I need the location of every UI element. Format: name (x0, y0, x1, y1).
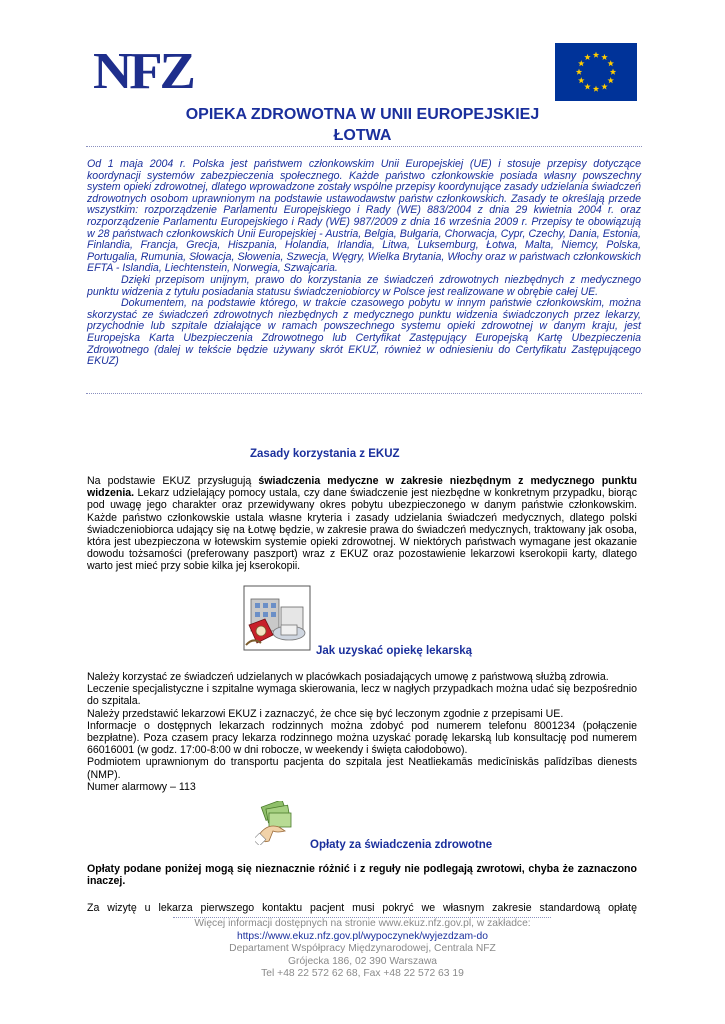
intro-text (87, 159, 641, 368)
care-line-5: Podmiotem uprawnionym do transportu pacjenta do szpitala jest Neatliekamās medicīniskās palīdzības dienests (NMP). (87, 756, 637, 781)
footer (150, 918, 575, 981)
title-divider (86, 146, 642, 147)
rules-text-bold: świadczenia medyczne w zakresie niezbędnym z medycznego punktu widzenia. (87, 475, 638, 500)
section-ekuz-rules-text (87, 475, 637, 573)
intro-paragraph-1: Od 1 maja 2004 r. Polska jest państwem członkowskim Unii Europejskiej (UE) i stosuje przepisy dotyczące koordynacji systemów zabezpieczenia społecznego. Każde państwo członkowskie posiada własny powszechny system opieki zdrowotnej, dlatego wprowadzone zostały wspólne przepisy koordynujące zasady udzielania świadczeń zdrowotnych osobom uprawnionym na podstawie ustawodawstw państw członkowskich. Zasady te określają przede wszystkim: rozporządzenie Parlamentu Europejskiego i Rady (WE) 883/2004 z dnia 29 kwietnia 2004 r. oraz rozporządzenie Parlamentu Europejskiego i Rady (WE) 987/2009 z dnia 16 września 2009 r. Przepisy te obowiązują w 28 państwach członkowskich Unii Europejskiej - Austria, Belgia, Bułgaria, Chorwacja, Cypr, Czechy, Dania, Estonia, Finlandia, Francja, Grecja, Hiszpania, Holandia, Irlandia, Litwa, Luksemburg, Łotwa, Malta, Niemcy, Polska, Portugalia, Rumunia, Słowacja, Słowenia, Szwecja, Węgry, Wielka Brytania, Włochy oraz w państwach członkowskich EFTA - Islandia, Liechtenstein, Norwegia, Szwajcaria. (87, 158, 641, 275)
footer-address: Grójecka 186, 02 390 Warszawa (288, 955, 437, 967)
section-heading-ekuz-rules: Zasady korzystania z EKUZ (250, 448, 400, 460)
fees-text-truncated: Za wizytę u lekarza pierwszego kontaktu pacjent musi pokryć we własnym zakresie standardową opłatę (87, 902, 637, 914)
care-line-6: Numer alarmowy – 113 (87, 780, 196, 793)
page-title: OPIEKA ZDROWOTNA W UNII EUROPEJSKIEJ (185, 106, 540, 123)
section-heading-medical-care: Jak uzyskać opiekę lekarską (316, 645, 473, 657)
care-line-1: Należy korzystać ze świadczeń udzielanych w placówkach posiadających umowę z państwową służbą zdrowia. (87, 671, 609, 683)
intro-paragraph-2: Dzięki przepisom unijnym, prawo do korzystania ze świadczeń zdrowotnych niezbędnych z medycznego punktu widzenia z tytułu posiadania statusu świadczeniobiorcy w Polsce jest realizowane w obrębie całej UE. (87, 273, 641, 298)
money-hand-icon (255, 801, 297, 845)
footer-info-line: Więcej informacji dostępnych na stronie www.ekuz.nfz.gov.pl, w zakładce: (194, 918, 531, 929)
intro-divider (86, 393, 642, 394)
nfz-logo: NFZ (93, 43, 193, 100)
rules-text-start: Na podstawie EKUZ przysługują (87, 475, 259, 487)
footer-link[interactable]: https://www.ekuz.nfz.gov.pl/wypoczynek/wyjezdzam-do (236, 930, 489, 942)
rules-text-rest: Lekarz udzielający pomocy ustala, czy dane świadczenie jest niezbędne w konkretnym przypadku, biorąc pod uwagę jego charakter oraz przewidywany okres pobytu ubezpieczonego w danym państwie członkowskim. Każde państwo członkowskie ustala własne kryteria i zasady udzielania świadczeń medycznych, dlatego polski świadczeniobiorca udający się na Łotwę będzie, w zakresie prawa do świadczeń medycznych, traktowany jak osoba, która jest ubezpieczona w łotewskim systemie opieki zdrowotnej. W niektórych państwach wymagane jest okazanie dowodu tożsamości (preferowany paszport) wraz z EKUZ oraz pozostawienie lekarzowi kserokopii karty, dlatego warto jest mieć przy sobie kilka jej kserokopii. (87, 487, 637, 573)
care-line-2: Leczenie specjalistyczne i szpitalne wymaga skierowania, lecz w nagłych przypadkach można udać się bezpośrednio do szpitala. (87, 683, 637, 708)
doctor-clinic-icon (243, 585, 311, 651)
section-heading-fees: Opłaty za świadczenia zdrowotne (310, 839, 493, 851)
eu-flag-icon (555, 43, 637, 101)
care-line-4: Informacje o dostępnych lekarzach rodzinnych można zdobyć pod numerem telefonu 8001234 (połączenie bezpłatne). Poza czasem pracy lekarza rodzinnego można uzyskać poradę lekarską lub konsultację pod numerem 66016001 (w godz. 17:00-8:00 w dni robocze, w weekendy i święta całodobowo). (87, 719, 637, 757)
intro-paragraph-3: Dokumentem, na podstawie którego, w trakcie czasowego pobytu w innym państwie członkowskim, można skorzystać ze świadczeń zdrowotnych niezbędnych z medycznego punktu widzenia świadczonych przez lekarzy, przychodnie lub szpitale działające w ramach powszechnego systemu opieki zdrowotnej w danym kraju, jest Europejska Karta Ubezpieczenia Zdrowotnego lub Certyfikat Zastępujący Europejską Kartę Ubezpieczenia Zdrowotnego (dalej w tekście będzie używany skrót EKUZ, również w odniesieniu do Certyfikatu Zastępującego EKUZ) (87, 297, 641, 368)
care-line-3: Należy przedstawić lekarzowi EKUZ i zaznaczyć, że chce się być leczonym zgodnie z przepisami UE. (87, 707, 564, 720)
footer-phone: Tel +48 22 572 62 68, Fax +48 22 572 63 19 (261, 968, 464, 980)
country-title: ŁOTWA (333, 127, 392, 144)
fees-note: Opłaty podane poniżej mogą się nieznacznie różnić i z reguły nie podlegają zwrotowi, chyba że zaznaczono inaczej. (87, 863, 637, 888)
section-medical-care-text (87, 671, 637, 793)
footer-department: Departament Współpracy Międzynarodowej, Centrala NFZ (229, 943, 496, 955)
